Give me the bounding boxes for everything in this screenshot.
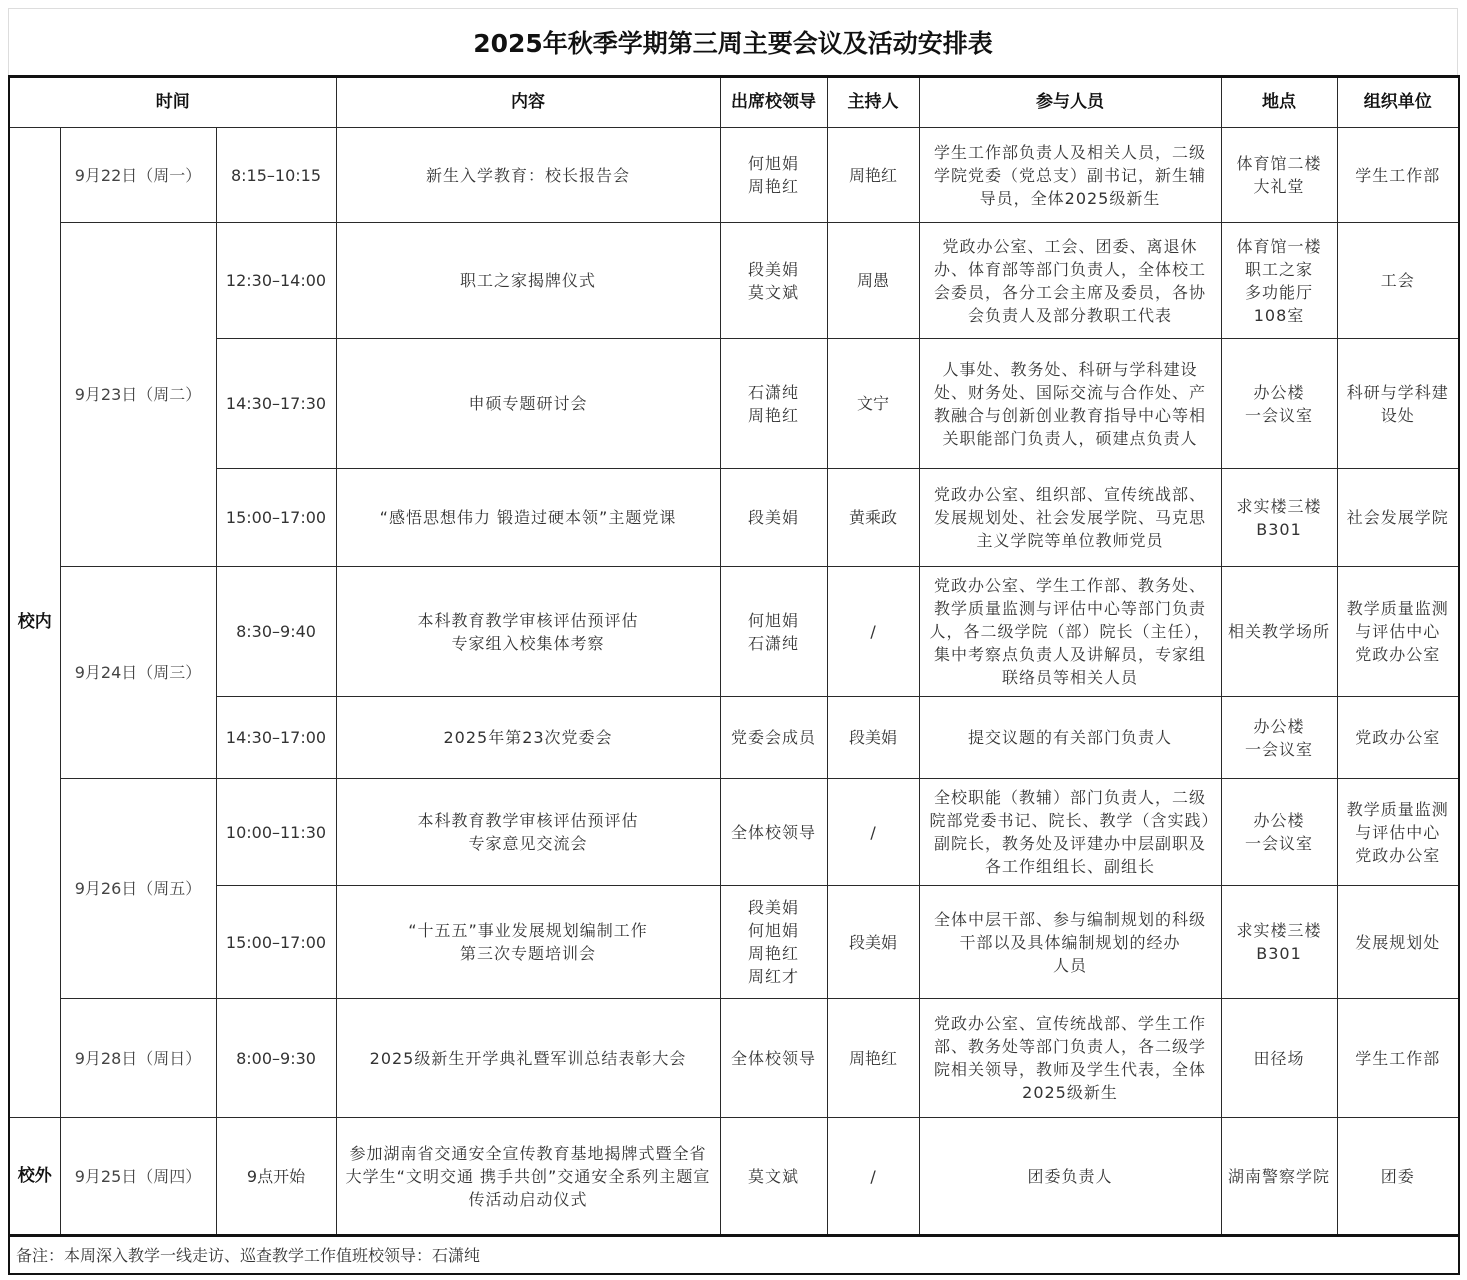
time-cell: 15:00–17:00 [216,469,336,567]
participants-cell: 人事处、教务处、科研与学科建设处、财务处、国际交流与合作处、产教融合与创新创业教育指导中心等相关职能部门负责人，硕建点负责人 [919,339,1221,469]
location-cell: 田径场 [1221,999,1337,1118]
content-cell: 2025级新生开学典礼暨军训总结表彰大会 [336,999,720,1118]
participants-cell: 全体中层干部、参与编制规划的科级干部以及具体编制规划的经办 人员 [919,886,1221,999]
location-cell: 办公楼 一会议室 [1221,339,1337,469]
table-row [9,697,1459,779]
content-cell: 2025年第23次党委会 [336,697,720,779]
participants-cell: 党政办公室、工会、团委、离退休办、体育部等部门负责人，全体校工会委员，各分工会主席及委员，各协会负责人及部分教职工代表 [919,223,1221,339]
participants-cell: 党政办公室、组织部、宣传统战部、发展规划处、社会发展学院、马克思主义学院等单位教师党员 [919,469,1221,567]
time-cell: 14:30–17:00 [216,697,336,779]
content-cell: 职工之家揭牌仪式 [336,223,720,339]
schedule-table [8,75,1460,1275]
organizer-cell: 教学质量监测 与评估中心 党政办公室 [1337,567,1459,697]
leaders-cell: 全体校领导 [720,999,827,1118]
content-cell: 新生入学教育：校长报告会 [336,128,720,223]
header-row [9,77,1459,128]
leaders-cell: 石潇纯 周艳红 [720,339,827,469]
header-content: 内容 [336,77,720,128]
participants-cell: 党政办公室、宣传统战部、学生工作部、教务处等部门负责人，各二级学院相关领导，教师及学生代表，全体2025级新生 [919,999,1221,1118]
organizer-cell: 教学质量监测 与评估中心 党政办公室 [1337,779,1459,886]
header-host: 主持人 [827,77,919,128]
time-cell: 9点开始 [216,1118,336,1236]
organizer-cell: 社会发展学院 [1337,469,1459,567]
participants-cell: 团委负责人 [919,1118,1221,1236]
date-cell: 9月28日（周日） [60,999,216,1118]
table-row [9,1118,1459,1236]
leaders-cell: 何旭娟 周艳红 [720,128,827,223]
leaders-cell: 党委会成员 [720,697,827,779]
leaders-cell: 段美娟 [720,469,827,567]
area-inside: 校内 [9,128,60,1118]
content-cell: “十五五”事业发展规划编制工作 第三次专题培训会 [336,886,720,999]
organizer-cell: 发展规划处 [1337,886,1459,999]
date-cell: 9月22日（周一） [60,128,216,223]
host-cell: / [827,567,919,697]
table-row [9,999,1459,1118]
header-time: 时间 [9,77,336,128]
leaders-cell: 段美娟 何旭娟 周艳红 周红才 [720,886,827,999]
organizer-cell: 工会 [1337,223,1459,339]
content-cell: 本科教育教学审核评估预评估 专家组入校集体考察 [336,567,720,697]
location-cell: 求实楼三楼 B301 [1221,469,1337,567]
time-cell: 12:30–14:00 [216,223,336,339]
participants-cell: 全校职能（教辅）部门负责人，二级院部党委书记、院长、教学（含实践）副院长，教务处及评建办中层副职及各工作组组长、副组长 [919,779,1221,886]
host-cell: 段美娟 [827,886,919,999]
leaders-cell: 何旭娟 石潇纯 [720,567,827,697]
content-cell: 参加湖南省交通安全宣传教育基地揭牌式暨全省大学生“文明交通 携手共创”交通安全系列主题宣传活动启动仪式 [336,1118,720,1236]
location-cell: 办公楼 一会议室 [1221,779,1337,886]
location-cell: 求实楼三楼 B301 [1221,886,1337,999]
location-cell: 体育馆一楼 职工之家 多功能厅 108室 [1221,223,1337,339]
time-cell: 15:00–17:00 [216,886,336,999]
location-cell: 办公楼 一会议室 [1221,697,1337,779]
page-title: 2025年秋季学期第三周主要会议及活动安排表 [8,8,1458,75]
content-cell: 本科教育教学审核评估预评估 专家意见交流会 [336,779,720,886]
host-cell: 文宁 [827,339,919,469]
schedule-sheet [8,8,1458,1275]
table-row [9,339,1459,469]
date-cell: 9月26日（周五） [60,779,216,999]
organizer-cell: 党政办公室 [1337,697,1459,779]
participants-cell: 提交议题的有关部门负责人 [919,697,1221,779]
organizer-cell: 团委 [1337,1118,1459,1236]
header-location: 地点 [1221,77,1337,128]
host-cell: 黄乘政 [827,469,919,567]
organizer-cell: 学生工作部 [1337,999,1459,1118]
table-row [9,886,1459,999]
host-cell: / [827,1118,919,1236]
host-cell: 周愚 [827,223,919,339]
leaders-cell: 全体校领导 [720,779,827,886]
time-cell: 8:15–10:15 [216,128,336,223]
location-cell: 相关教学场所 [1221,567,1337,697]
time-cell: 14:30–17:30 [216,339,336,469]
table-row [9,469,1459,567]
content-cell: “感悟思想伟力 锻造过硬本领”主题党课 [336,469,720,567]
host-cell: 周艳红 [827,999,919,1118]
header-participants: 参与人员 [919,77,1221,128]
content-cell: 申硕专题研讨会 [336,339,720,469]
header-leaders: 出席校领导 [720,77,827,128]
table-row [9,567,1459,697]
time-cell: 8:00–9:30 [216,999,336,1118]
leaders-cell: 莫文斌 [720,1118,827,1236]
organizer-cell: 科研与学科建设处 [1337,339,1459,469]
date-cell: 9月25日（周四） [60,1118,216,1236]
header-organizer: 组织单位 [1337,77,1459,128]
location-cell: 湖南警察学院 [1221,1118,1337,1236]
host-cell: / [827,779,919,886]
table-row [9,223,1459,339]
table-row [9,779,1459,886]
table-row [9,128,1459,223]
leaders-cell: 段美娟 莫文斌 [720,223,827,339]
remark-text: 备注：本周深入教学一线走访、巡查教学工作值班校领导：石潇纯 [9,1236,1459,1275]
date-cell: 9月24日（周三） [60,567,216,779]
date-cell: 9月23日（周二） [60,223,216,567]
participants-cell: 党政办公室、学生工作部、教务处、教学质量监测与评估中心等部门负责人，各二级学院（部）院长（主任），集中考察点负责人及讲解员，专家组联络员等相关人员 [919,567,1221,697]
organizer-cell: 学生工作部 [1337,128,1459,223]
participants-cell: 学生工作部负责人及相关人员，二级学院党委（党总支）副书记，新生辅导员，全体2025级新生 [919,128,1221,223]
remark-row [9,1236,1459,1275]
host-cell: 周艳红 [827,128,919,223]
host-cell: 段美娟 [827,697,919,779]
time-cell: 10:00–11:30 [216,779,336,886]
area-outside: 校外 [9,1118,60,1236]
time-cell: 8:30–9:40 [216,567,336,697]
location-cell: 体育馆二楼 大礼堂 [1221,128,1337,223]
